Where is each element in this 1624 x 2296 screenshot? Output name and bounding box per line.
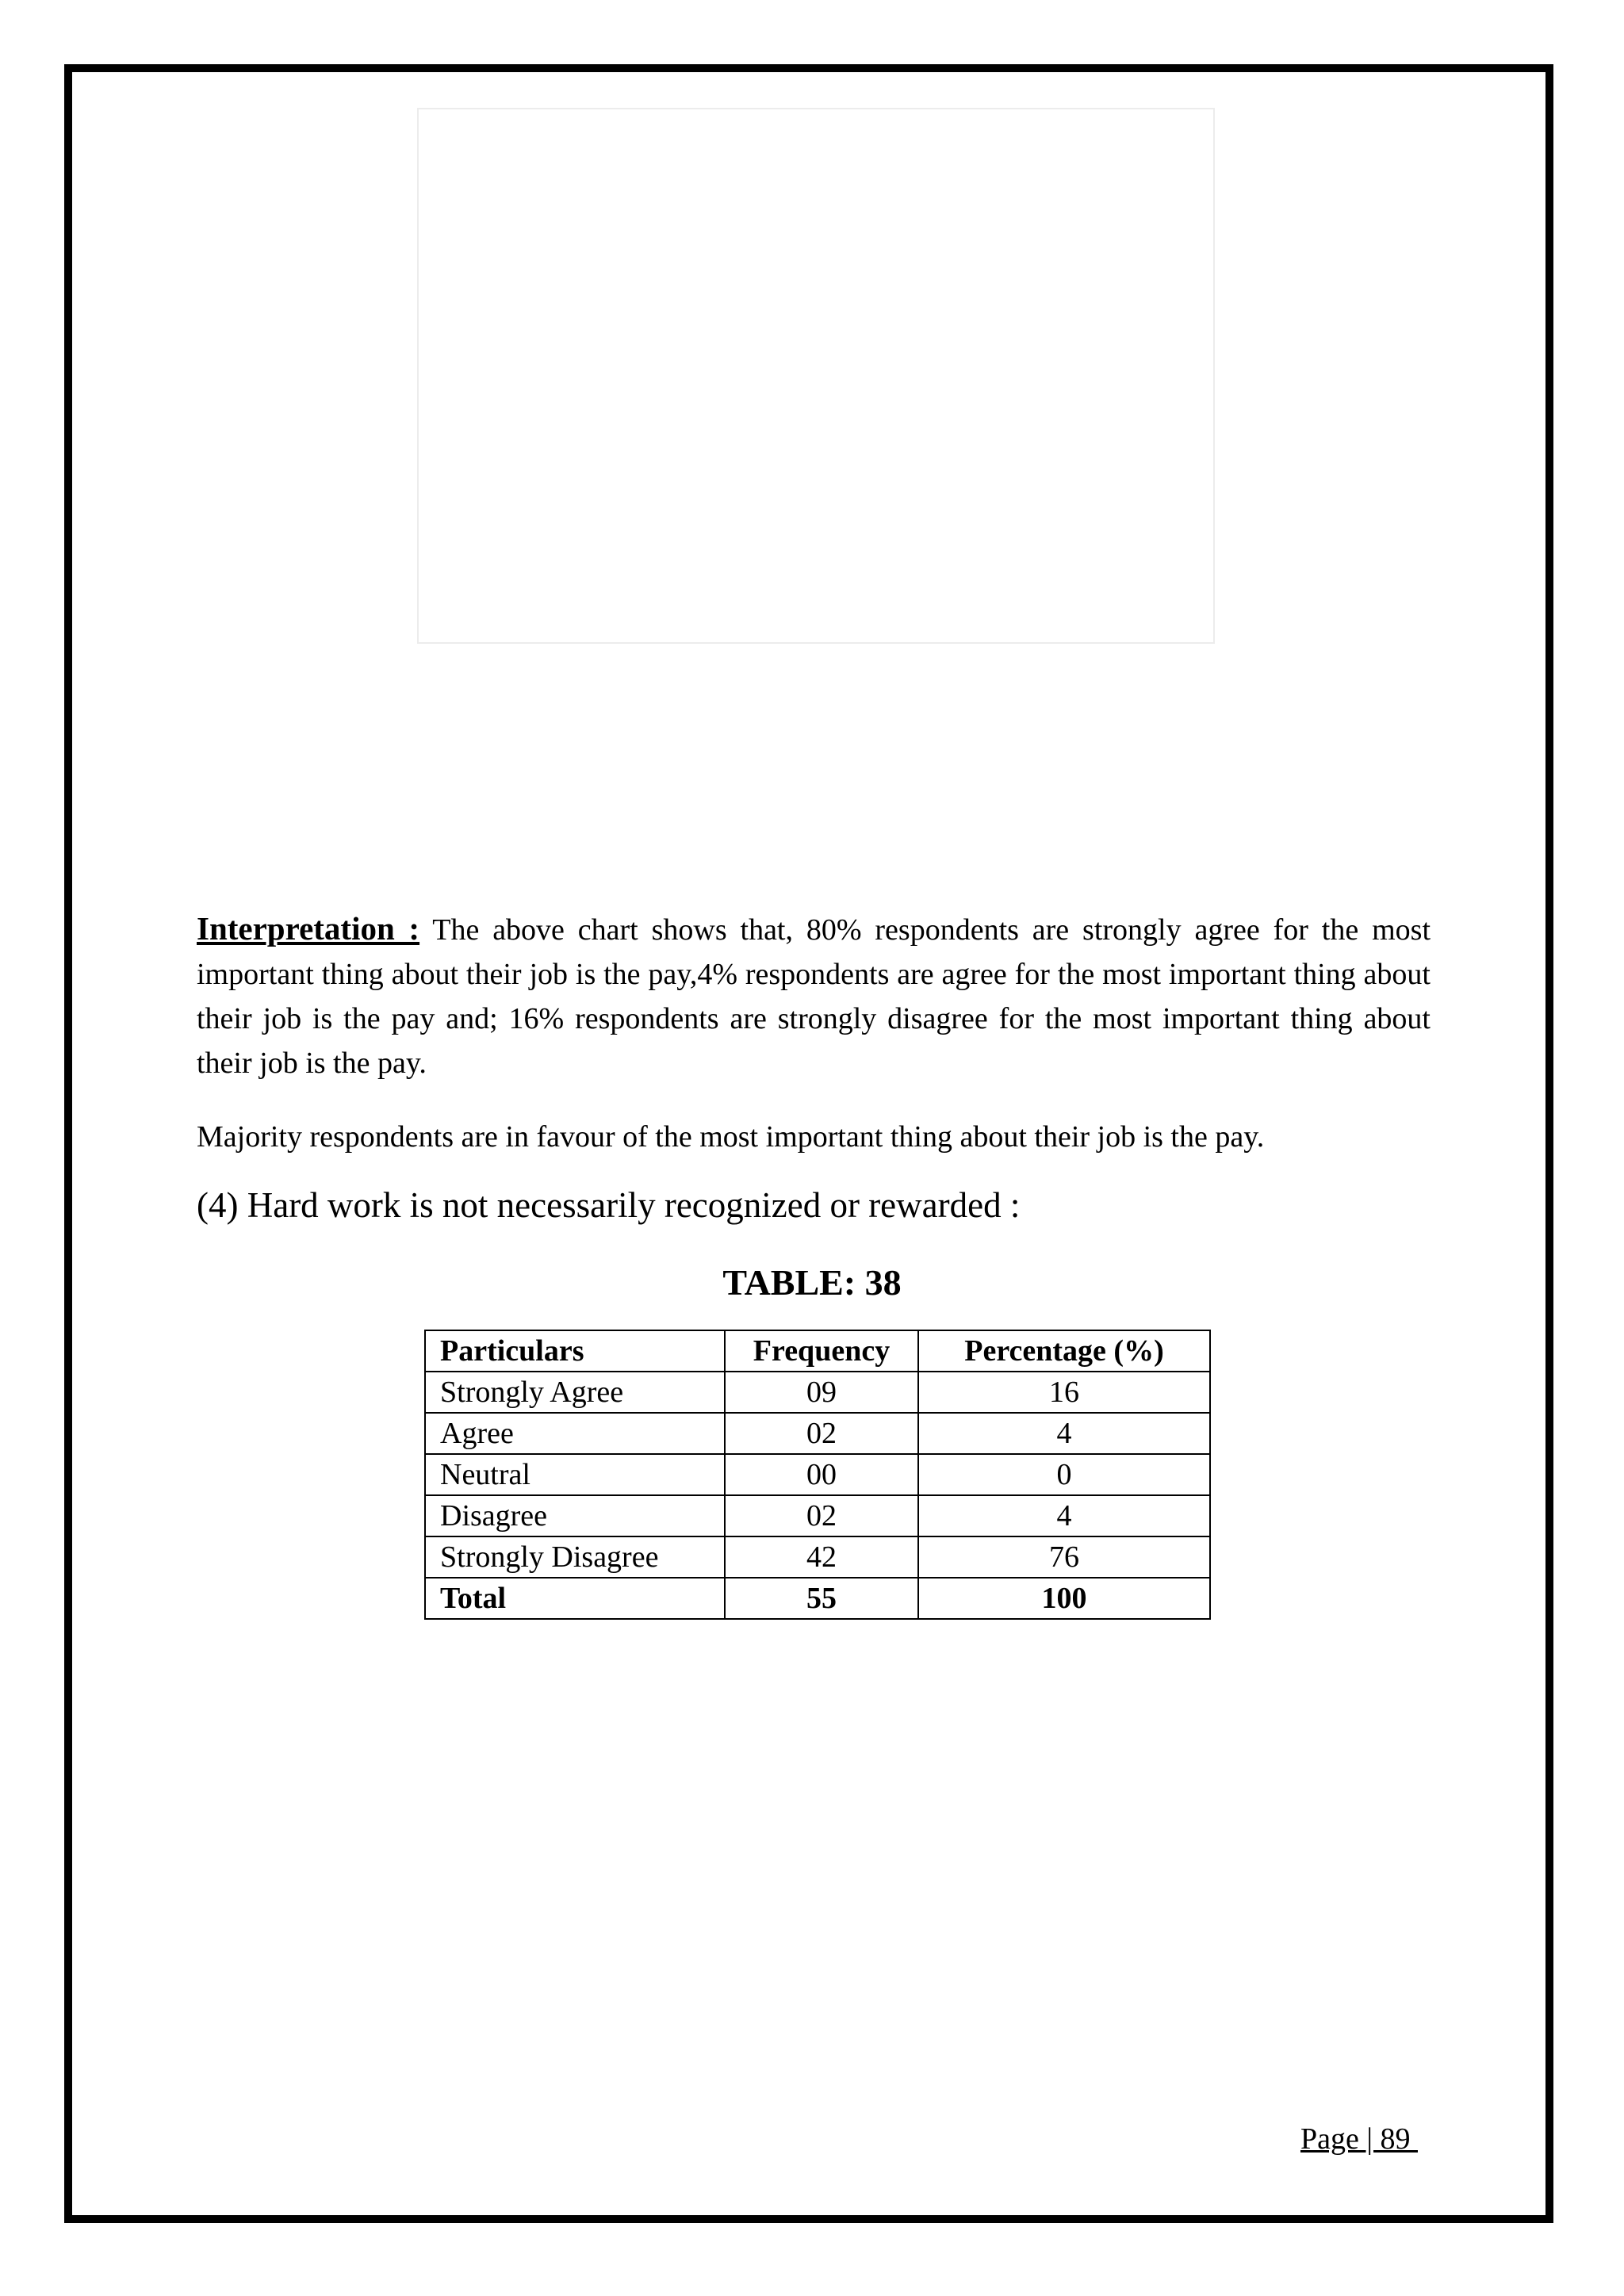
table-row — [425, 1536, 1210, 1578]
table-cell: 09 — [725, 1372, 918, 1413]
table-row — [425, 1372, 1210, 1413]
interpretation-label: Interpretation : — [197, 910, 420, 947]
chart-image-placeholder — [417, 108, 1215, 644]
table-cell: 42 — [725, 1536, 918, 1578]
table-header-row — [425, 1330, 1210, 1372]
page-number: Page | 89 — [1300, 2122, 1418, 2156]
table-cell: Strongly Agree — [425, 1372, 725, 1413]
table-cell: 55 — [725, 1578, 918, 1619]
majority-paragraph: Majority respondents are in favour of the most important thing about their job is the pay. — [197, 1120, 1265, 1154]
table-row — [425, 1495, 1210, 1536]
table-cell: Strongly Disagree — [425, 1536, 725, 1578]
table-cell: 4 — [918, 1413, 1210, 1454]
table-cell: 76 — [918, 1536, 1210, 1578]
table-cell: 4 — [918, 1495, 1210, 1536]
table-cell: Total — [425, 1578, 725, 1619]
table-header-cell: Frequency — [725, 1330, 918, 1372]
table-total-row — [425, 1578, 1210, 1619]
table-cell: 16 — [918, 1372, 1210, 1413]
table-cell: Disagree — [425, 1495, 725, 1536]
interpretation-text: The above chart shows that, 80% respondents are strongly agree for the most important thing about their job is the pay,4% respondents are agree for the most important thing about their job is the pay and; 16% respondents are strongly disagree for the most important thing about their job is the pay. — [197, 913, 1431, 1080]
table-cell: 0 — [918, 1454, 1210, 1495]
section-heading: (4) Hard work is not necessarily recognized or rewarded : — [197, 1185, 1021, 1225]
table-cell: 00 — [725, 1454, 918, 1495]
table-cell: Neutral — [425, 1454, 725, 1495]
interpretation-paragraph — [197, 906, 1431, 1085]
table-cell: 02 — [725, 1495, 918, 1536]
table-title: TABLE: 38 — [722, 1262, 902, 1303]
table-cell: 02 — [725, 1413, 918, 1454]
table-row — [425, 1454, 1210, 1495]
table-cell: 100 — [918, 1578, 1210, 1619]
table-header-cell: Particulars — [425, 1330, 725, 1372]
table-row — [425, 1413, 1210, 1454]
table-header-cell: Percentage (%) — [918, 1330, 1210, 1372]
table-cell: Agree — [425, 1413, 725, 1454]
frequency-table — [424, 1330, 1211, 1620]
